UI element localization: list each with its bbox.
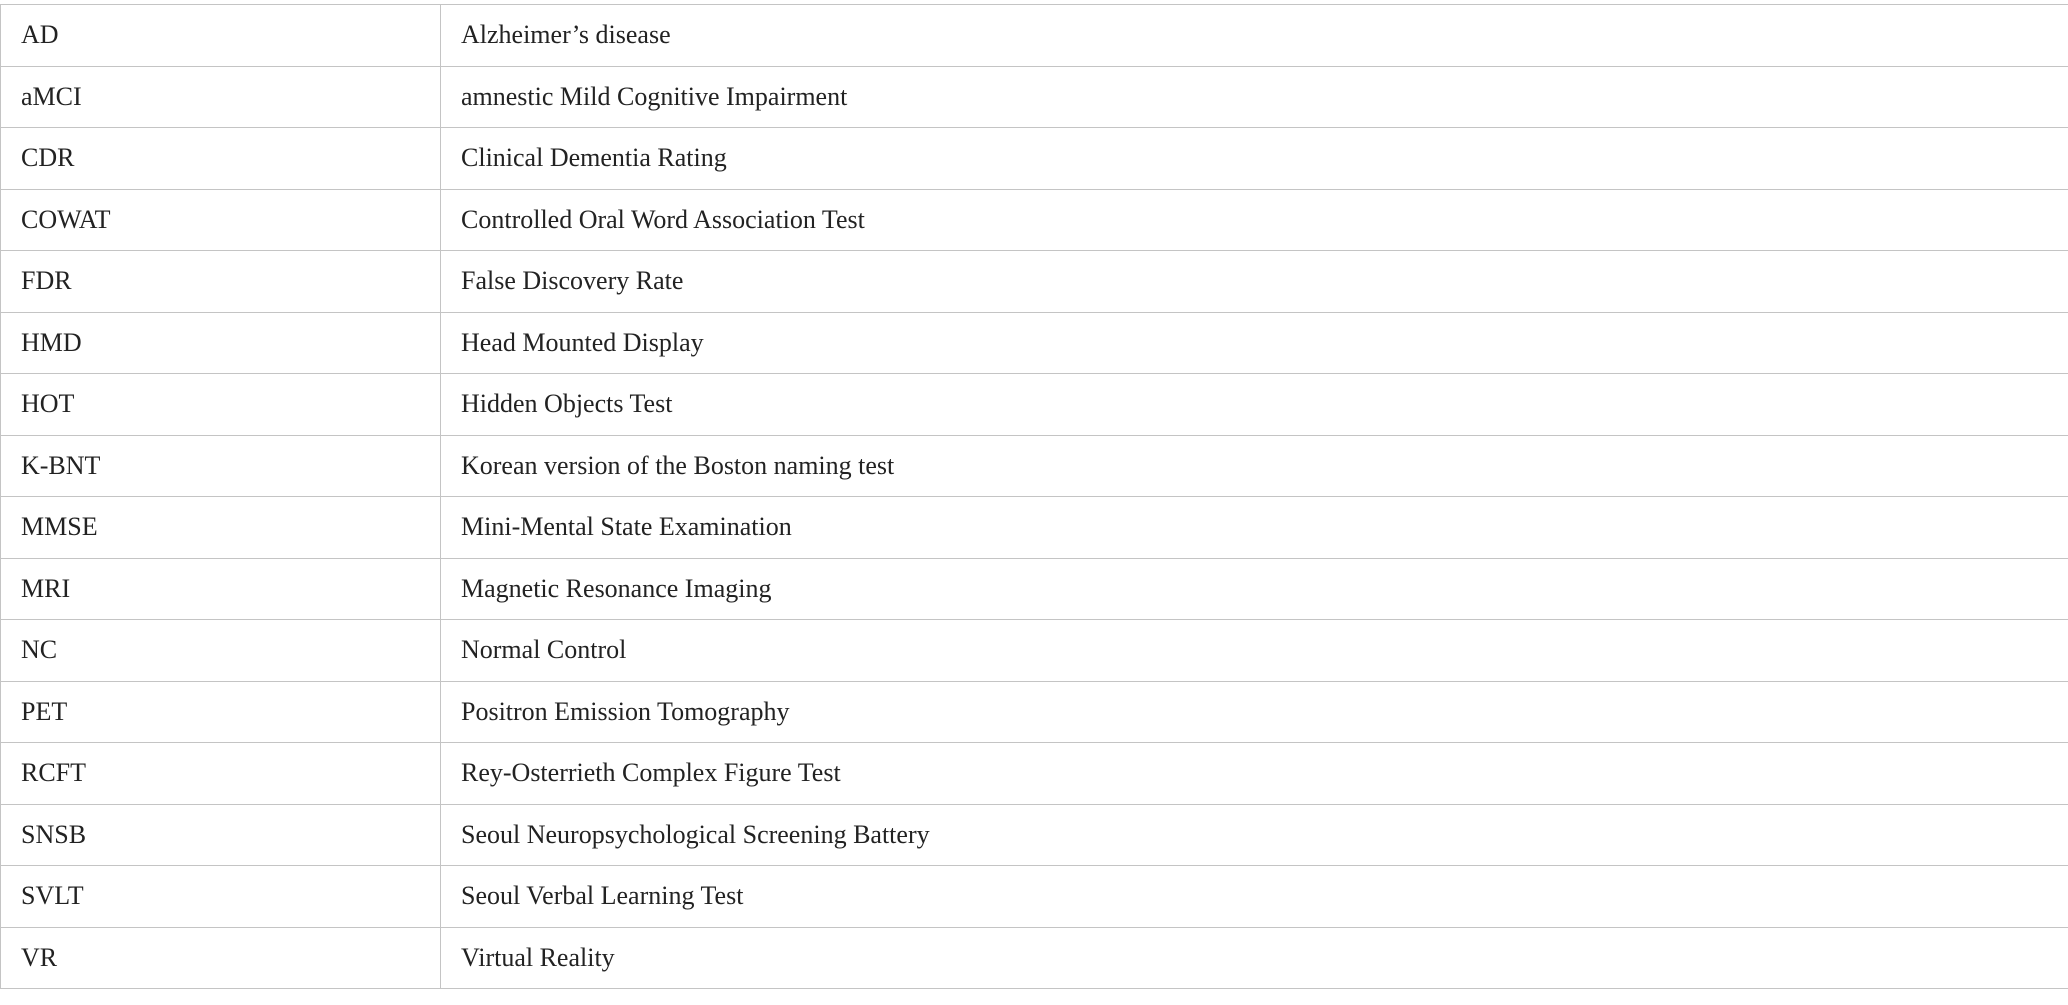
table-row (1, 681, 2068, 743)
definition-cell: Mini-Mental State Examination (441, 497, 2068, 559)
table-row (1, 66, 2068, 128)
abbreviations-table (0, 4, 2068, 989)
definition-cell: Alzheimer’s disease (441, 5, 2068, 67)
abbreviation-cell: K-BNT (1, 435, 441, 497)
table-row (1, 743, 2068, 805)
table-row (1, 804, 2068, 866)
table-row (1, 866, 2068, 928)
abbreviation-cell: PET (1, 681, 441, 743)
definition-cell: Seoul Neuropsychological Screening Battery (441, 804, 2068, 866)
table-row (1, 128, 2068, 190)
abbreviation-cell: FDR (1, 251, 441, 313)
definition-cell: Controlled Oral Word Association Test (441, 189, 2068, 251)
abbreviation-cell: MRI (1, 558, 441, 620)
table-row (1, 497, 2068, 559)
abbreviation-cell: AD (1, 5, 441, 67)
abbreviation-cell: SNSB (1, 804, 441, 866)
definition-cell: Clinical Dementia Rating (441, 128, 2068, 190)
abbreviation-cell: SVLT (1, 866, 441, 928)
definition-cell: Magnetic Resonance Imaging (441, 558, 2068, 620)
abbreviation-cell: COWAT (1, 189, 441, 251)
definition-cell: Normal Control (441, 620, 2068, 682)
definition-cell: Hidden Objects Test (441, 374, 2068, 436)
definition-cell: False Discovery Rate (441, 251, 2068, 313)
table-row (1, 620, 2068, 682)
table-row (1, 251, 2068, 313)
abbreviation-cell: MMSE (1, 497, 441, 559)
abbreviation-cell: NC (1, 620, 441, 682)
abbreviation-cell: CDR (1, 128, 441, 190)
abbreviation-cell: VR (1, 927, 441, 989)
abbreviation-cell: HOT (1, 374, 441, 436)
table-row (1, 5, 2068, 67)
definition-cell: Korean version of the Boston naming test (441, 435, 2068, 497)
definition-cell: Seoul Verbal Learning Test (441, 866, 2068, 928)
definition-cell: Virtual Reality (441, 927, 2068, 989)
abbreviation-cell: aMCI (1, 66, 441, 128)
table-row (1, 927, 2068, 989)
table-row (1, 312, 2068, 374)
abbreviation-cell: RCFT (1, 743, 441, 805)
table-row (1, 435, 2068, 497)
definition-cell: Rey-Osterrieth Complex Figure Test (441, 743, 2068, 805)
table-row (1, 189, 2068, 251)
abbreviation-cell: HMD (1, 312, 441, 374)
table-row (1, 558, 2068, 620)
table-row (1, 374, 2068, 436)
definition-cell: Positron Emission Tomography (441, 681, 2068, 743)
definition-cell: amnestic Mild Cognitive Impairment (441, 66, 2068, 128)
definition-cell: Head Mounted Display (441, 312, 2068, 374)
